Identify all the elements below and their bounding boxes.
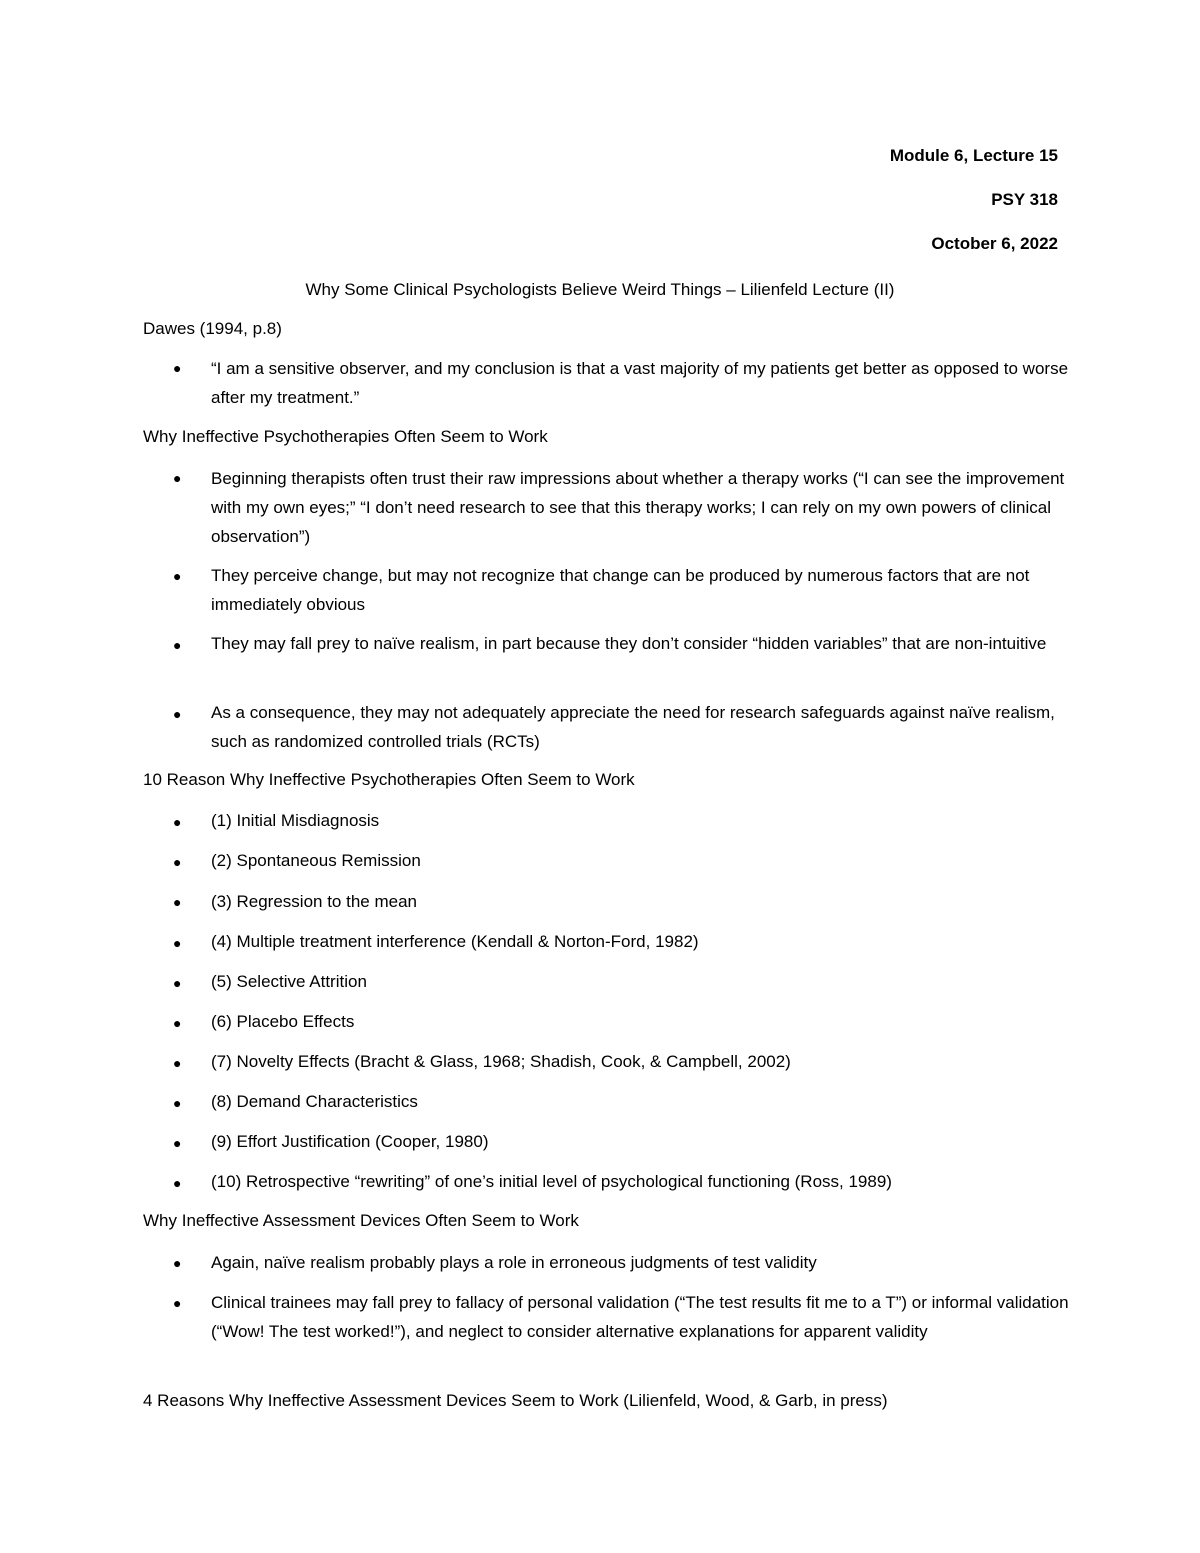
section-heading: 10 Reason Why Ineffective Psychotherapies Often Seem to Work	[143, 770, 635, 789]
list-item: (8) Demand Characteristics	[211, 1092, 418, 1111]
section-heading: Why Ineffective Psychotherapies Often Seem to Work	[143, 427, 548, 446]
list-item: (9) Effort Justification (Cooper, 1980)	[211, 1132, 489, 1151]
section-heading: Dawes (1994, p.8)	[143, 319, 282, 338]
list-item: (3) Regression to the mean	[211, 892, 417, 911]
list-item: (4) Multiple treatment interference (Kendall & Norton-Ford, 1982)	[211, 932, 699, 951]
date-label: October 6, 2022	[931, 234, 1058, 253]
list-item: They perceive change, but may not recognize that change can be produced by numerous factors that are not immediately obvious	[211, 566, 1030, 614]
bullet-icon: ●	[173, 1295, 182, 1311]
list-item: “I am a sensitive observer, and my conclusion is that a vast majority of my patients get better as opposed to worse after my treatment.”	[211, 359, 1069, 407]
list-item: (5) Selective Attrition	[211, 972, 367, 991]
bullet-icon: ●	[173, 935, 182, 951]
bullet-icon: ●	[173, 1095, 182, 1111]
list-item: (2) Spontaneous Remission	[211, 851, 421, 870]
bullet-icon: ●	[173, 1255, 182, 1271]
bullet-icon: ●	[173, 1055, 182, 1071]
section-heading: 4 Reasons Why Ineffective Assessment Devices Seem to Work (Lilienfeld, Wood, & Garb, in press)	[143, 1391, 888, 1410]
bullet-icon: ●	[173, 814, 182, 830]
bullet-icon: ●	[173, 894, 182, 910]
list-item: Again, naïve realism probably plays a role in erroneous judgments of test validity	[211, 1253, 817, 1272]
list-item: Beginning therapists often trust their raw impressions about whether a therapy works (“I can see the improvement with my own eyes;” “I don’t need research to see that this therapy works; I can rely on my own powers of clinical observation”)	[211, 469, 1065, 546]
bullet-icon: ●	[173, 1135, 182, 1151]
bullet-icon: ●	[173, 1175, 182, 1191]
list-item: (7) Novelty Effects (Bracht & Glass, 1968; Shadish, Cook, & Campbell, 2002)	[211, 1052, 791, 1071]
list-item: (1) Initial Misdiagnosis	[211, 811, 380, 830]
bullet-icon: ●	[173, 568, 182, 584]
list-item: (10) Retrospective “rewriting” of one’s initial level of psychological functioning (Ross, 1989)	[211, 1172, 892, 1191]
list-item: Clinical trainees may fall prey to fallacy of personal validation (“The test results fit me to a T”) or informal validation (“Wow! The test worked!”), and neglect to consider alternative explanations for apparent validity	[211, 1293, 1069, 1341]
bullet-icon: ●	[173, 706, 182, 722]
bullet-icon: ●	[173, 360, 182, 376]
list-item: (6) Placebo Effects	[211, 1012, 355, 1031]
module-lecture-label: Module 6, Lecture 15	[889, 146, 1058, 165]
bullet-icon: ●	[173, 637, 182, 653]
list-item: They may fall prey to naïve realism, in part because they don’t consider “hidden variables” that are non-intuitive	[211, 634, 1047, 653]
list-item: As a consequence, they may not adequately appreciate the need for research safeguards against naïve realism, such as randomized controlled trials (RCTs)	[211, 703, 1055, 751]
bullet-icon: ●	[173, 854, 182, 870]
course-label: PSY 318	[991, 190, 1058, 209]
section-heading: Why Ineffective Assessment Devices Often Seem to Work	[143, 1211, 579, 1230]
bullet-icon: ●	[173, 470, 182, 486]
bullet-icon: ●	[173, 1015, 182, 1031]
bullet-icon: ●	[173, 975, 182, 991]
document-title: Why Some Clinical Psychologists Believe Weird Things – Lilienfeld Lecture (II)	[305, 280, 895, 299]
